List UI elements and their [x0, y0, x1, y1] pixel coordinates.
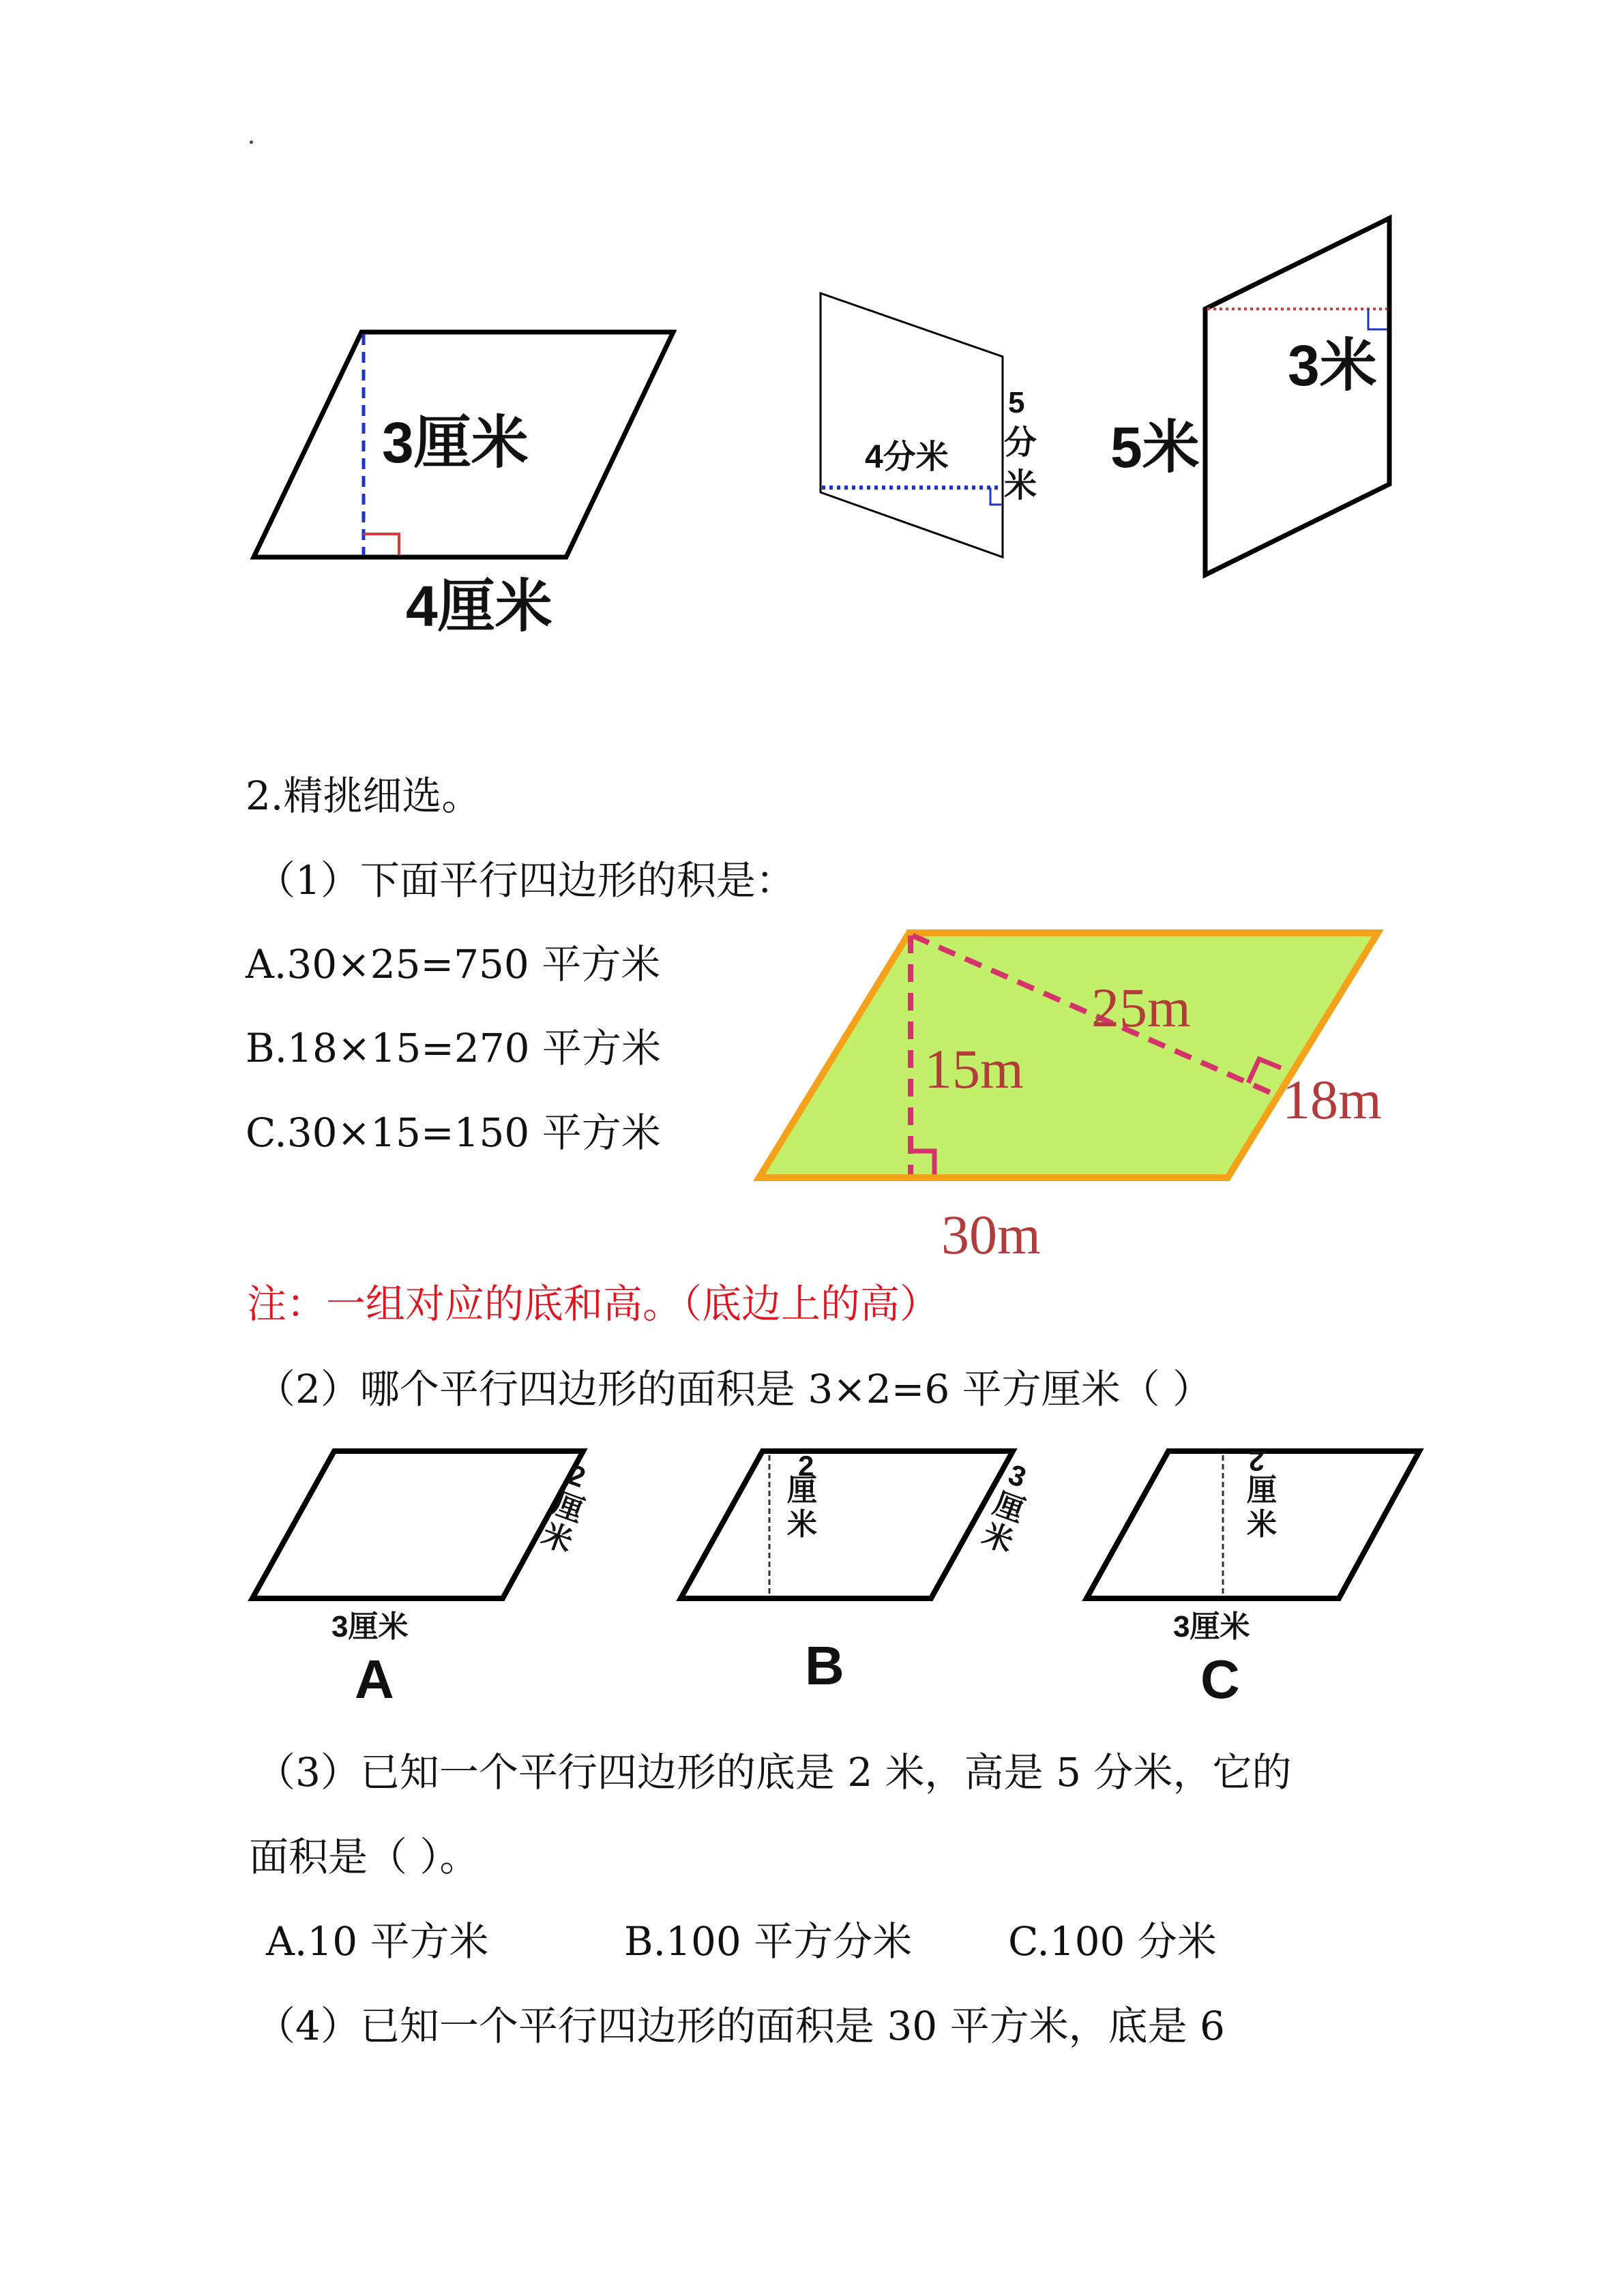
q3-prompt-line2: 面积是（ ）。 — [249, 1834, 479, 1880]
q3-prompt-line1: （3）已知一个平行四边形的底是 2 米，高是 5 分米，它的 — [256, 1749, 1292, 1795]
note: 注：一组对应的底和高。（底边上的高） — [247, 1281, 940, 1327]
q3-option-a: A.10 平方米 — [266, 1918, 489, 1965]
side-label-line-1: 2 — [563, 1458, 590, 1494]
letter-label: B — [805, 1635, 844, 1696]
height-label-line-3: 米 — [787, 1508, 817, 1541]
height-label-line-1: 2 — [798, 1450, 814, 1482]
letter-label: C — [1200, 1649, 1240, 1710]
side-label-line-2: 厘 — [548, 1487, 589, 1529]
q1-prompt: （1）下面平行四边形的积是： — [256, 857, 795, 904]
right-angle-mark — [1368, 309, 1387, 329]
side-label-line-3: 米 — [537, 1517, 577, 1560]
side-label: 18m — [1282, 1069, 1382, 1131]
height-label: 4分米 — [865, 439, 949, 475]
top-figure-3 — [1110, 218, 1389, 575]
right-angle-mark — [990, 488, 1001, 505]
height-label-line-2: 厘 — [787, 1474, 817, 1507]
letter-label: A — [355, 1649, 394, 1710]
height-label-line-2: 厘 — [1247, 1474, 1277, 1507]
base-label: 3厘米 — [331, 1610, 409, 1643]
q1-figure — [759, 933, 1382, 1266]
side-label-line-2: 厘 — [989, 1487, 1029, 1529]
base-label: 4厘米 — [406, 574, 552, 638]
parallelogram-2 — [821, 293, 1003, 557]
section-title: 2.精挑细选。 — [246, 773, 482, 819]
diagonal-label: 25m — [1091, 976, 1191, 1039]
height-label-line-1: 2 — [1248, 1445, 1265, 1477]
height-label: 3厘米 — [382, 411, 529, 475]
side-label-line-3: 米 — [1004, 468, 1037, 504]
height-label: 3米 — [1288, 333, 1377, 398]
q3-option-b: B.100 平方分米 — [624, 1918, 913, 1965]
height-label: 15m — [924, 1038, 1024, 1100]
base-label: 3厘米 — [1173, 1610, 1250, 1643]
q4-prompt: （4）已知一个平行四边形的面积是 30 平方米，底是 6 — [256, 2003, 1225, 2049]
q1-option-b: B.18×15=270 平方米 — [246, 1025, 662, 1071]
top-figure-1 — [254, 332, 673, 638]
q2-prompt: （2）哪个平行四边形的面积是 3×2=6 平方厘米（ ） — [256, 1366, 1213, 1412]
right-angle-mark — [364, 534, 399, 555]
parallelogram-a — [252, 1451, 583, 1598]
q1-option-a: A.30×25=750 平方米 — [246, 941, 661, 987]
parallelogram-b — [681, 1451, 1013, 1598]
height-label-line-3: 米 — [1247, 1508, 1277, 1541]
side-label-line-1: 3 — [1004, 1458, 1031, 1494]
side-label-line-3: 米 — [977, 1517, 1018, 1560]
q1-option-c: C.30×15=150 平方米 — [246, 1109, 661, 1156]
q2-figure-b — [681, 1450, 1039, 1696]
q2-figure-a — [252, 1451, 599, 1710]
green-parallelogram — [759, 933, 1378, 1178]
top-figure-2 — [821, 293, 1037, 557]
side-label-line-1: 5 — [1008, 386, 1025, 419]
base-label: 30m — [941, 1204, 1041, 1266]
q3-option-c: C.100 分米 — [1008, 1918, 1217, 1965]
side-label: 5米 — [1110, 415, 1200, 479]
q2-figure-c — [1087, 1445, 1419, 1710]
side-label-line-2: 分 — [1004, 425, 1037, 461]
